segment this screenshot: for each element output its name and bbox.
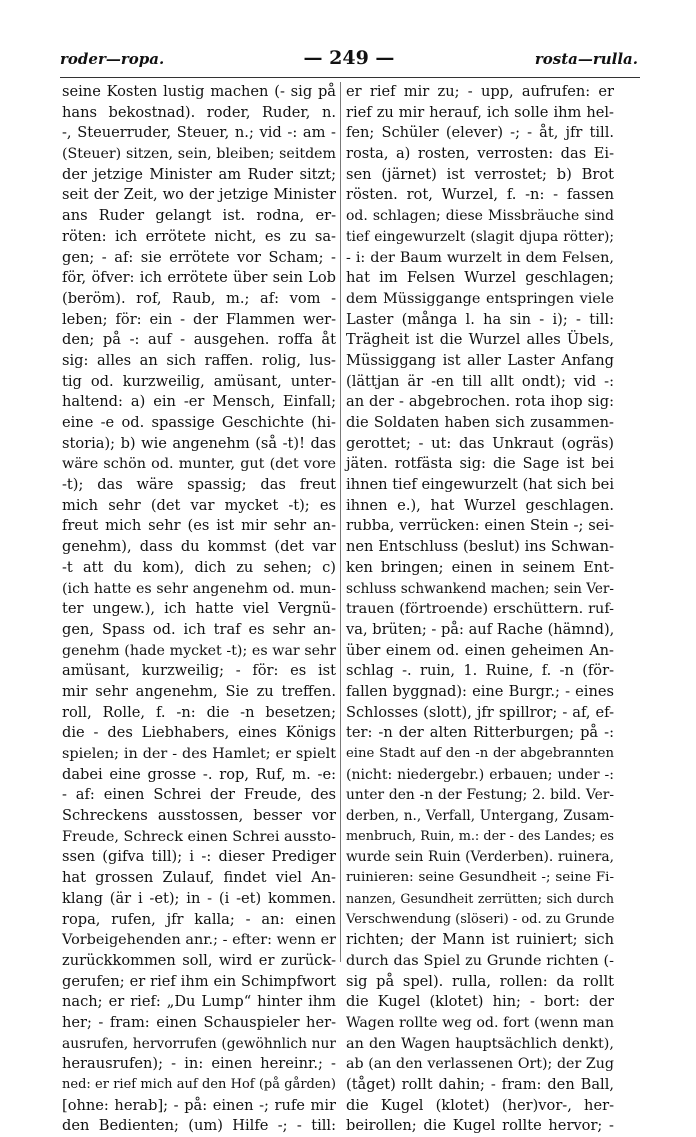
text-line: rösten. rot, Wurzel, f. -n: - fassen xyxy=(346,186,614,204)
text-line: derben, n., Verfall, Untergang, Zusam- xyxy=(346,808,614,825)
text-line: (Steuer) sitzen, sein, bleiben; seitdem xyxy=(62,146,336,163)
text-line: ausrufen, hervorrufen (gewöhnlich nur xyxy=(62,1035,336,1052)
text-line: (tåget) rollt dahin; - fram: den Ball, xyxy=(346,1076,614,1093)
text-line: nen Entschluss (beslut) ins Schwan- xyxy=(346,538,614,556)
text-line: der jetzige Minister am Ruder sitzt; xyxy=(62,165,336,183)
text-line: an der - abgebrochen. rota ihop sig: xyxy=(346,393,614,411)
text-line: fen; Schüler (elever) -; - åt, jfr till. xyxy=(346,124,614,142)
text-line: zurückkommen soll, wird er zurück- xyxy=(62,951,336,969)
text-line: för, öfver: ich errötete über sein Lob xyxy=(62,269,336,287)
text-line: [ohne: herab]; - på: einen -; rufe mir xyxy=(62,1096,336,1114)
text-line: ihnen e.), hat Wurzel geschlagen. xyxy=(346,496,614,514)
text-line: (beröm). rof, Raub, m.; af: vom - xyxy=(62,289,336,307)
text-line: (lättjan är -en till allt ondt); vid -: xyxy=(346,372,614,390)
text-line: fallen byggnad): eine Burgr.; - eines xyxy=(346,682,614,700)
text-line: unter den -n der Festung; 2. bild. Ver- xyxy=(346,787,614,804)
text-line: (ich hatte es sehr angenehm od. mun- xyxy=(62,580,336,597)
text-line: sig på spel). rulla, rollen: da rollt xyxy=(346,972,614,990)
text-line: die Kugel (klotet) (her)vor-, her- xyxy=(346,1096,614,1114)
text-line: nach; er rief: „Du Lump“ hinter ihm xyxy=(62,993,336,1011)
text-line: sig: alles an sich raffen. rolig, lus- xyxy=(62,351,336,369)
text-line: sen (järnet) ist verrostet; b) Brot xyxy=(346,165,614,183)
text-line: menbruch, Ruin, m.: der - des Landes; es xyxy=(346,828,614,844)
text-line: rosta, a) rosten, verrosten: das Ei- xyxy=(346,145,614,163)
text-line: hat im Felsen Wurzel geschlagen; xyxy=(346,269,614,287)
text-line: Vorbeigehenden anr.; - efter: wenn er xyxy=(62,932,336,949)
text-line: richten; der Mann ist ruiniert; sich xyxy=(346,931,614,949)
text-line: Trägheit ist die Wurzel alles Übels, xyxy=(346,331,614,349)
text-line: klang (är i -et); in - (i -et) kommen. xyxy=(62,889,336,907)
text-line: hat grossen Zulauf, findet viel An- xyxy=(62,869,336,887)
text-line: gen; - af: sie errötete vor Scham; - xyxy=(62,248,336,266)
text-line: leben; för: ein - der Flammen wer- xyxy=(62,310,336,328)
text-line: -, Steuerruder, Steuer, n.; vid -: am - xyxy=(62,124,336,142)
text-line: haltend: a) ein -er Mensch, Einfall; xyxy=(62,393,336,411)
text-line: gerottet; - ut: das Unkraut (ogräs) xyxy=(346,434,614,452)
text-line: Laster (många l. ha sin - i); - till: xyxy=(346,310,614,328)
text-line: seine Kosten lustig machen (- sig på xyxy=(62,83,336,100)
text-line: Müssiggang ist aller Laster Anfang xyxy=(346,351,614,369)
text-line: herausrufen); - in: einen hereinr.; - xyxy=(62,1055,336,1073)
text-line: tig od. kurzweilig, amüsant, unter- xyxy=(62,372,336,390)
text-line: dabei eine grosse -. rop, Ruf, m. -e: xyxy=(62,765,336,783)
text-line: eine -e od. spassige Geschichte (hi- xyxy=(62,414,336,431)
text-line: Freude, Schreck einen Schrei aussto- xyxy=(62,828,336,845)
page-header xyxy=(60,47,638,74)
text-line: Schlosses (slott), jfr spillror; - af, ef- xyxy=(346,703,614,721)
text-line: ter: -n der alten Ritterburgen; på -: xyxy=(346,724,614,742)
text-line: beirollen; die Kugel rollte hervor; - xyxy=(346,1117,614,1135)
text-line: ab (an den verlassenen Ort); der Zug xyxy=(346,1056,614,1073)
text-line: roll, Rolle, f. -n: die -n besetzen; xyxy=(62,703,336,721)
text-line: er rief mir zu; - upp, aufrufen: er xyxy=(346,83,614,100)
text-line: an den Wagen hauptsächlich denkt), xyxy=(346,1035,614,1052)
text-line: die Kugel (klotet) hin; - bort: der xyxy=(346,993,614,1011)
column-divider xyxy=(340,82,341,962)
right-column xyxy=(346,82,615,1135)
text-line: -t att du kom), dich zu sehen; c) xyxy=(62,558,336,576)
text-line: schlag -. ruin, 1. Ruine, f. -n (för- xyxy=(346,662,614,680)
text-line: - af: einen Schrei der Freude, des xyxy=(62,786,336,804)
header-left-catchword: roder—ropa. xyxy=(60,50,165,68)
text-line: genehm (hade mycket -t); es war sehr xyxy=(62,642,336,659)
text-line: jäten. rotfästa sig: die Sage ist bei xyxy=(346,455,614,473)
text-line: mich sehr (det var mycket -t); es xyxy=(62,496,336,514)
text-line: amüsant, kurzweilig; - för: es ist xyxy=(62,662,336,680)
text-line: wurde sein Ruin (Verderben). ruinera, xyxy=(346,849,614,866)
text-line: ans Ruder gelangt ist. rodna, er- xyxy=(62,207,336,225)
text-line: genehm), dass du kommst (det var xyxy=(62,538,336,556)
text-line: ned: er rief mich auf den Hof (på gården) xyxy=(62,1077,336,1092)
text-line: gerufen; er rief ihm ein Schimpfwort xyxy=(62,972,336,990)
text-line: tief eingewurzelt (slagit djupa rötter); xyxy=(346,228,614,245)
text-line: die Soldaten haben sich zusammen- xyxy=(346,414,614,431)
text-line: - i: der Baum wurzelt in dem Felsen, xyxy=(346,249,614,266)
text-line: ter ungew.), ich hatte viel Vergnü- xyxy=(62,600,336,618)
text-line: her; - fram: einen Schauspieler her- xyxy=(62,1013,336,1031)
page-number: — 249 — xyxy=(303,47,395,69)
text-line: spielen; in der - des Hamlet; er spielt xyxy=(62,746,336,762)
text-line: durch das Spiel zu Grunde richten (- xyxy=(346,952,614,969)
text-line: Wagen rollte weg od. fort (wenn man xyxy=(346,1014,614,1031)
text-line: schluss schwankend machen; sein Ver- xyxy=(346,580,614,597)
left-column xyxy=(62,82,336,1135)
text-line: den; på -: auf - ausgehen. roffa åt xyxy=(62,331,336,349)
text-line: Verschwendung (slöseri) - od. zu Grunde xyxy=(346,911,615,927)
header-rule xyxy=(60,77,640,78)
text-line: den Bedienten; (um) Hilfe -; - till: xyxy=(62,1117,336,1135)
text-line: nanzen, Gesundheit zerrütten; sich durch xyxy=(346,890,614,906)
text-line: ssen (gifva till); i -: dieser Prediger xyxy=(62,848,336,866)
text-line: trauen (förtroende) erschüttern. ruf- xyxy=(346,601,614,618)
text-line: ropa, rufen, jfr kalla; - an: einen xyxy=(62,910,336,928)
text-line: rubba, verrücken: einen Stein -; sei- xyxy=(346,517,614,535)
text-line: Schreckens ausstossen, besser vor xyxy=(62,807,336,825)
text-line: mir sehr angenehm, Sie zu treffen. xyxy=(62,682,336,700)
text-line: ihnen tief eingewurzelt (hat sich bei xyxy=(346,476,614,494)
text-line: seit der Zeit, wo der jetzige Minister xyxy=(62,186,336,204)
text-line: röten: ich errötete nicht, es zu sa- xyxy=(62,227,336,245)
text-line: über einem od. einen geheimen An- xyxy=(346,641,614,659)
header-right-catchword: rosta—rulla. xyxy=(534,50,638,68)
text-line: od. schlagen; diese Missbräuche sind xyxy=(346,208,614,225)
text-line: ken bringen; einen in seinem Ent- xyxy=(346,558,614,576)
text-line: eine Stadt auf den -n der abgebrannten xyxy=(346,746,614,761)
text-line: dem Müssiggange entspringen viele xyxy=(346,290,614,307)
text-line: (nicht: niedergebr.) erbauen; under -: xyxy=(346,766,614,783)
text-line: storia); b) wie angenehm (så -t)! das xyxy=(62,434,336,452)
text-line: rief zu mir herauf, ich solle ihm hel- xyxy=(346,103,614,121)
text-line: hans bekostnad). roder, Ruder, n. xyxy=(62,103,336,121)
text-line: wäre schön od. munter, gut (det vore xyxy=(62,456,336,473)
text-line: -t); das wäre spassig; das freut xyxy=(62,476,336,494)
text-line: freut mich sehr (es ist mir sehr an- xyxy=(62,517,336,535)
text-line: gen, Spass od. ich traf es sehr an- xyxy=(62,620,336,638)
text-line: va, brüten; - på: auf Rache (hämnd), xyxy=(346,620,615,638)
text-line: ruinieren: seine Gesundheit -; seine Fi- xyxy=(346,870,614,886)
text-line: die - des Liebhabers, eines Königs xyxy=(62,724,336,742)
